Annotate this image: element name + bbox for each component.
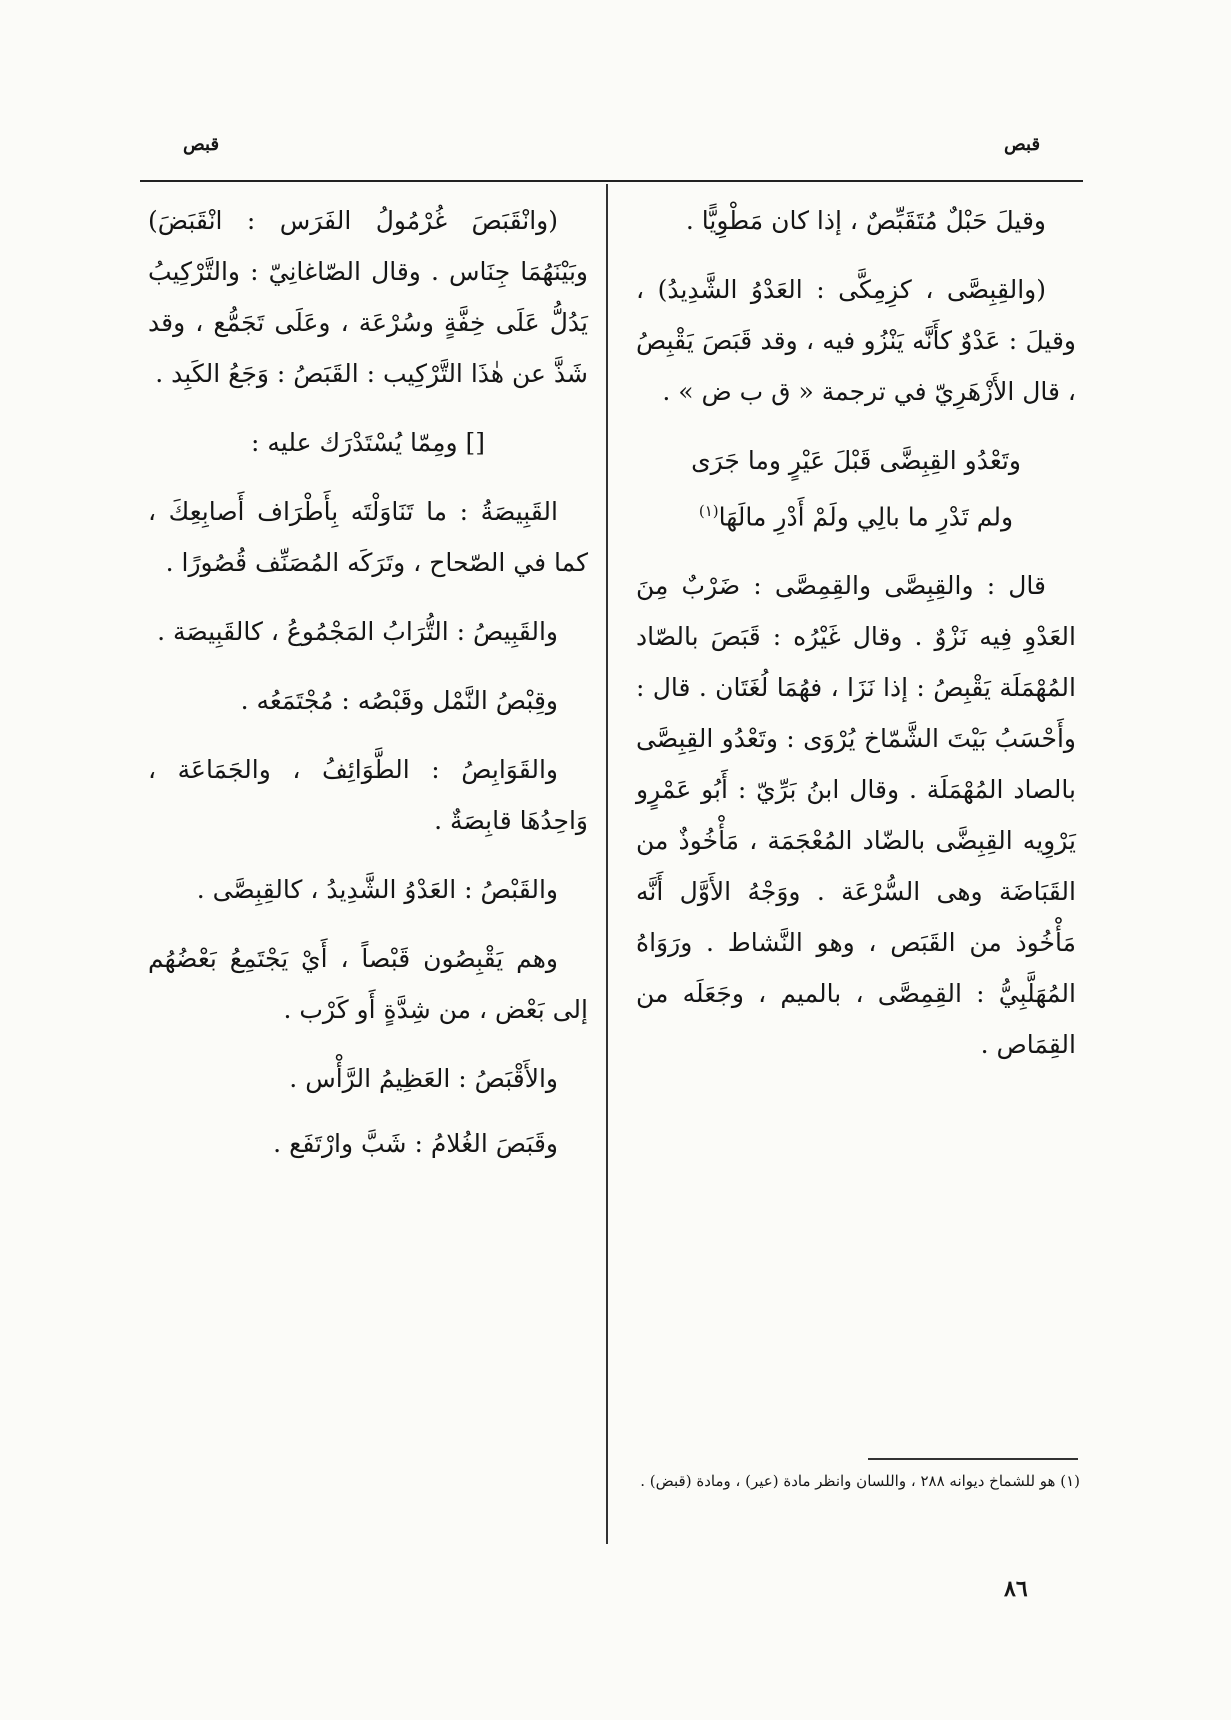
left-paragraph-5: والقَوَابِصُ : الطَّوَائِفُ ، والجَمَاعَة ، وَاحِدُهَا قابِصَةٌ . <box>148 755 588 835</box>
footnote: (١) هو للشماخ ديوانه ٢٨٨ ، واللسان وانظر مادة (عير) ، ومادة (قبض) . <box>640 1472 1080 1490</box>
poem-verse <box>636 435 1076 542</box>
left-paragraph-8: والأَقْبَصُ : العَظِيمُ الرَّأْس . <box>289 1064 558 1093</box>
left-paragraph-1: (وانْقَبَصَ غُرْمُولُ الفَرَس : انْقَبَضَ) وبَيْنَهُمَا جِنَاس . وقال الصّاغانِيّ : والتَّرْكِيبُ يَدُلُّ عَلَى خِفَّةٍ وسُرْعَة ، وعَلَى تَجَمُّع ، وقد شَذَّ عن هٰذَا التَّرْكِيب : القَبَصُ : وَجَعُ الكَبِد . <box>148 206 588 388</box>
footnote-marker: (١) <box>698 502 719 520</box>
right-paragraph-3: قال : والقِبِصَّى والقِمِصَّى : ضَرْبٌ مِنَ العَدْوِ فِيه نَزْوٌ . وقال غَيْرُه : قَبَصَ بالصّاد المُهْمَلَة يَقْبِصُ : إذا نَزَا ، فهُمَا لُغَتَان . قال : وأَحْسَبُ بَيْتَ الشَّمّاخ يُرْوَى : وتَعْدُو القِبِصَّى بالصاد المُهْمَلَة . وقال ابنُ بَرِّيّ : أَبُو عَمْرٍو يَرْوِيه القِبِضَّى بالضّاد المُعْجَمَة ، مَأْخُوذٌ من القَبَاضَة وهى السُّرْعَة . ووَجْهُ الأَوَّل أَنَّه مَأْخُوذ من القَبَص ، وهو النَّشاط . ورَوَاهُ المُهَلَّبِيُّ : القِمِصَّى ، بالميم ، وجَعَلَه من القِمَاص . <box>636 571 1076 1060</box>
left-paragraph-7: وهم يَقْبِصُون قَبْصاً ، أَيْ يَجْتَمِعُ بَعْضُهُم إلى بَعْض ، من شِدَّةٍ أَو كَرْب . <box>148 944 588 1024</box>
left-paragraph-2: القَبِيصَةُ : ما تَنَاوَلْتَه بِأَطْرَاف أَصابِعِكَ ، كما في الصّحاح ، وتَرَكَه المُصَنِّف قُصُورًا . <box>148 497 588 577</box>
column-divider <box>606 184 608 1544</box>
page-number: ٨٦ <box>1004 1576 1028 1602</box>
left-section-heading: [] ومِمّا يُسْتَدْرَك عليه : <box>251 428 485 457</box>
header-keyword-left: قبص <box>183 134 220 155</box>
verse-line-1: وتَعْدُو القِبِضَّى قَبْلَ عَيْرٍ وما جَرَى <box>691 446 1021 475</box>
header-rule <box>140 180 1083 182</box>
right-paragraph-1: وقيلَ حَبْلٌ مُتَقَبِّصٌ ، إذا كان مَطْوِيًّا . <box>685 206 1046 235</box>
left-paragraph-6: والقَبْصُ : العَدْوُ الشَّدِيدُ ، كالقِبِصَّى . <box>196 875 558 904</box>
verse-line-2-text: ولم تَدْرِ ما بالِي ولَمْ أَدْرِ مالَهَا <box>718 502 1014 532</box>
right-column <box>636 195 1076 1088</box>
left-paragraph-3: والقَبِيصُ : التُّرَابُ المَجْمُوعُ ، كالقَبِيصَة . <box>157 617 558 646</box>
left-paragraph-9: وقَبَصَ الغُلامُ : شَبَّ وارْتَفَع . <box>273 1129 558 1158</box>
verse-line-2 <box>636 486 1076 542</box>
left-paragraph-4: وقِبْصُ النَّمْل وقَبْصُه : مُجْتَمَعُه . <box>240 686 558 715</box>
footnote-rule <box>868 1458 1078 1460</box>
header-keyword-right: قبص <box>1004 134 1041 155</box>
left-column <box>148 195 588 1183</box>
right-paragraph-2: (والقِبِصَّى ، كزِمِكَّى : العَدْوُ الشَّدِيدُ) ، وقيلَ : عَدْوٌ كأَنَّه يَنْزُو فيه ، وقد قَبَصَ يَقْبِصُ ، قال الأَزْهَرِيّ في ترجمة « ق ب ض » . <box>636 275 1076 406</box>
